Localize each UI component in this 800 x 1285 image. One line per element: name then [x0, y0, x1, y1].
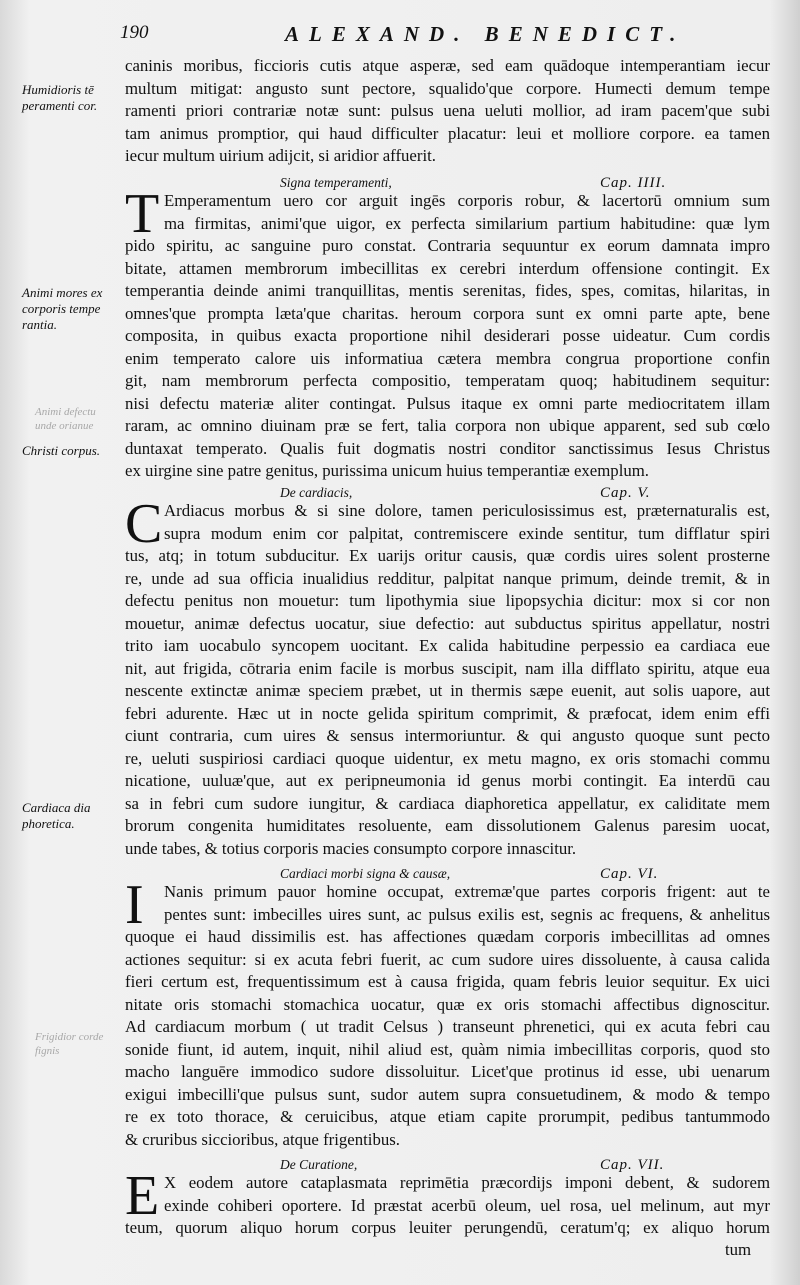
- text-line: re, ueluti suspiriosi cardiaci quoque uidentur, ex metu magno, ex oris stomachi commu: [125, 748, 770, 768]
- text-line: nitate oris stomachi stomachica uocatur, quæ ex oris stomachi affectibus dignoscitur.: [125, 994, 770, 1014]
- chapter-number: Cap. VII.: [600, 1157, 665, 1173]
- margin-note: Cardiaca dia phoretica.: [22, 800, 91, 831]
- bleed-through-text: Frigidior corde fignis: [35, 1031, 104, 1057]
- text-line: nicatione, uuluæ'que, aut ex peripneumonia id genus morbi contingit. Ea interdū cau: [125, 771, 770, 790]
- text-line: multum mitigat: angusto sunt pectore, squalido'que corpore. Humecti demum tempe: [125, 78, 770, 98]
- section-body-lead: [164, 190, 770, 235]
- text-line: git, nam membrorum perfecta compositio, temperatam quoq; habitudinem sequitur:: [125, 371, 770, 390]
- catchword: tum: [725, 1240, 752, 1259]
- text-line: ma firmitas, animi'que uigor, ex perfecta similarium partium habitudine: quæ lym: [164, 213, 770, 233]
- chapter-number: Cap. IIII.: [600, 175, 667, 191]
- text-line: tam animus promptior, qui haud difficulter placatur: leui et molliore corpore. ea tamen: [125, 123, 770, 143]
- drop-cap: E: [125, 1165, 160, 1227]
- section-title: De cardiacis,: [280, 485, 353, 500]
- running-title: ALEXAND. BENEDICT.: [285, 22, 686, 46]
- text-line: Nanis primum pauor homine occupat, extremæ'que partes corporis frigent: aut te: [164, 882, 770, 901]
- chapter-number: Cap. VI.: [600, 866, 659, 882]
- drop-cap: C: [125, 493, 163, 555]
- text-line: re, unde ad sua officia inualidius redditur, palpitat nanque primum, deinde tremit, & in: [125, 568, 770, 588]
- margin-note: Christi corpus.: [22, 443, 101, 458]
- text-line: re ex toto thorace, & ceruicibus, atque etiam capite prorumpit, pedibus tantummodo: [125, 1107, 770, 1126]
- text-line: Ardiacus morbus & si sine dolore, tamen periculosissimus est, præternaturalis est,: [164, 501, 770, 520]
- text-line: mouetur, animæ defectus uocatur, siue defectio: aut subductus spiritus appellatur, nostri: [125, 613, 770, 633]
- text-line: exigui imbecilli'que pulsus sunt, sudor autem supra consuetudinem, & modo & tempo: [125, 1084, 770, 1104]
- section-body: [125, 926, 770, 1151]
- margin-note: Humidioris tē peramenti cor.: [22, 82, 98, 113]
- text-line: X eodem autore cataplasmata reprimētia præcordijs imponi debent, & sudorem: [164, 1173, 770, 1192]
- text-line: tus, atq; in totum subducitur. Ex uarijs oritur causis, quæ cordis uires solent prosterne: [125, 546, 770, 565]
- text-line: nisi defectu materiæ aliter contingat. Pulsus itaque ex omni parte mediocritatem illam: [125, 393, 770, 413]
- text-line: teum, quorum aliquo horum corpus leuiter perungendū, ceratum'q; ex aliquo horum: [125, 1218, 770, 1237]
- text-line: nit, aut frigida, cōtraria enim facile is morbus suscipit, nam illa difflato spiritu, atque eua: [125, 658, 770, 678]
- chapter-number: Cap. V.: [600, 485, 651, 501]
- text-line: nescente extinctæ animæ speciem præbet, ut in thermis sæpe euenit, aut solis uapore, aut: [125, 681, 770, 700]
- text-line: caninis moribus, ficcioris cutis atque asperæ, sed eam quādoque intemperantiam iecur: [125, 56, 770, 75]
- text-line: ramenti priori contrariæ notæ sunt: pulsus uena ueluti mollior, ad iram pacem'que subi: [125, 101, 770, 120]
- text-line: brorum congenita humiditates resoluente, eam dissolutionem Galenus paresim uocat,: [125, 816, 770, 835]
- text-line: supra modum enim cor palpitat, contremiscere exinde sentitur, tum difflatur spiri: [164, 523, 770, 543]
- text-line: febri adurente. Hæc ut in nocte gelida spiritum comprimit, & præfocat, idem enim effi: [125, 703, 770, 723]
- page-number: 190: [120, 22, 149, 43]
- bleed-through-text: Animi defectu unde orianue: [35, 406, 96, 432]
- text-line: omnes'que prompta læta'que charitas. heroum corpora sunt ex omni parte apte, bene: [125, 303, 770, 323]
- text-line: trito iam uocabulo syncopem uocitant. Ex calida habitudine perpessio ea cardiaca eue: [125, 636, 770, 655]
- section-body: [125, 235, 770, 483]
- text-line: Ad cardiacum morbum ( ut tradit Celsus ) transeunt phrenetici, qui ex acuta febri cau: [125, 1017, 770, 1036]
- opening-paragraph: [125, 55, 770, 168]
- text-line: enim temperato calore uis informatiua cætera membra congrua proportione confin: [125, 348, 770, 368]
- running-head: [120, 22, 760, 50]
- text-line: iecur multum uirium adijcit, si aridior affuerit.: [125, 146, 436, 165]
- drop-cap: T: [125, 183, 160, 245]
- section-body-lead: [164, 1172, 770, 1217]
- text-line: sonide fiunt, id autem, inquit, nihil aliud est, quàm nimia imbecillitas corporis, quod sto: [125, 1039, 770, 1059]
- text-line: sa in febri cum sudore iungitur, & cardiaca diaphoretica appellatur, ex caliditate mem: [125, 793, 770, 813]
- margin-note: Animi mores ex corporis tempe rantia.: [22, 285, 103, 332]
- section-title: Signa temperamenti,: [280, 175, 392, 190]
- text-line: ex uirgine sine patre genitus, purissima unicum huius temperantiæ exemplum.: [125, 461, 650, 480]
- section-body: [125, 1217, 770, 1240]
- text-line: fieri certum est, frequentissimum est à causa frigida, quam febris leuior sequitur. Ex uici: [125, 972, 770, 991]
- drop-cap: I: [125, 874, 144, 936]
- text-line: macho languēre immodico sudore dissoluitur. Licet'que protinus id esse, ubi uenarum: [125, 1062, 770, 1081]
- text-line: defectu penitus non mouetur: tum lipothymia siue lipopsychia dicitur: mox si cor non: [125, 591, 770, 610]
- text-line: composita, in quibus exacta proportione nihil desiderari posse uideatur. Cum cordis: [125, 326, 770, 345]
- section-title: Cardiaci morbi signa & causæ,: [280, 866, 451, 881]
- text-line: duntaxat temperato. Qualis fuit dogmatis nostri conditor sanctissimus Iesus Christus: [125, 438, 770, 458]
- text-line: unde tabes, & totius corporis macies consumpto corpore innascitur.: [125, 838, 577, 858]
- section-body-lead: [164, 881, 770, 926]
- text-line: bitate, attamen membrorum imbecillitas ex cerebri interdum offensione contingit. Ex: [125, 258, 770, 278]
- section-body: [125, 545, 770, 860]
- text-line: pentes sunt: imbecilles uires sunt, ac pulsus exilis est, segnis ac frequens, & anhelitus: [164, 904, 770, 924]
- text-line: raram, ac omnino diuinam præ se fert, talia corpora non ubique apparent, sed sub cœlo: [125, 416, 770, 435]
- text-line: & cruribus siccioribus, atque frigentibus.: [125, 1129, 400, 1149]
- text-line: Emperamentum uero cor arguit ingēs corporis robur, & lacertorū omnium sum: [164, 191, 770, 210]
- section-title: De Curatione,: [280, 1157, 358, 1172]
- section-body-lead: [164, 500, 770, 545]
- text-line: actiones sequitur: si ex acuta febri fuerit, ac cum sudore uires dissoluente, à causa calida: [125, 949, 770, 969]
- text-line: pido spiritu, ac sanguine puro constat. Contraria sequuntur ex eorum damnata impro: [125, 236, 770, 255]
- text-line: quoque ei haud dissimilis est. has affectiones quædam corporis imbecillitas ad omnes: [125, 927, 770, 946]
- text-line: temperantia deinde animi tranquillitas, mentis serenitas, fides, spes, comitas, hilaritas, in: [125, 281, 770, 300]
- text-line: ciunt contraria, cum uires & sensus intermoriuntur. & qui angusto quoque sunt pecto: [125, 726, 770, 745]
- text-line: exinde cohiberi oportere. Id præstat acerbū oleum, uel rosa, uel melinum, aut myr: [164, 1195, 770, 1215]
